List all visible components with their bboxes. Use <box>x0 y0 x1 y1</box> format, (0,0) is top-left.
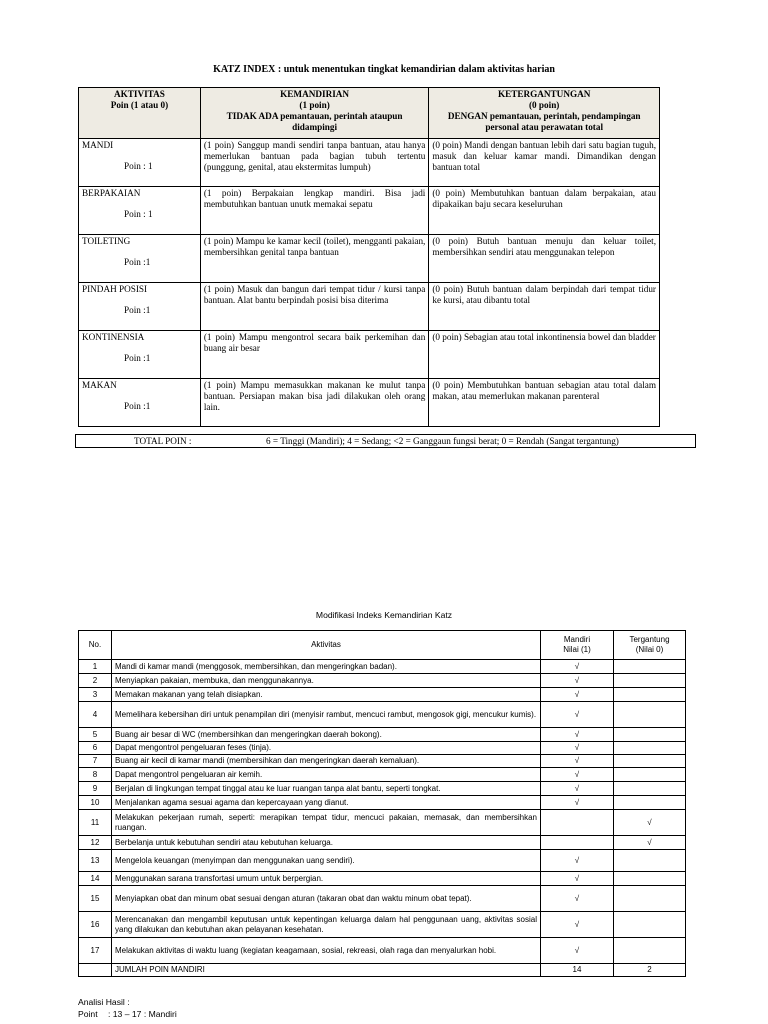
row-number: 1 <box>79 660 112 674</box>
header-independence: KEMANDIRIAN (1 poin) TIDAK ADA pemantauan, perintah ataupun didampingi <box>200 88 429 139</box>
katz-row <box>79 283 660 331</box>
table-row <box>79 850 686 872</box>
total-dependent: 2 <box>614 964 686 977</box>
row-dependent-mark <box>614 886 686 912</box>
katz-title: KATZ INDEX : untuk menentukan tingkat kemandirian dalam aktivitas harian <box>213 64 555 75</box>
row-dependent-mark <box>614 850 686 872</box>
table-row <box>79 796 686 810</box>
katz-index-table <box>78 87 660 427</box>
row-dependent-mark <box>614 796 686 810</box>
row-independent-mark: √ <box>541 782 614 796</box>
row-independent-mark: √ <box>541 850 614 872</box>
row-dependent-mark <box>614 782 686 796</box>
row-activity: Dapat mengontrol pengeluaran air kemih. <box>112 768 541 782</box>
independent-desc: (1 poin) Sanggup mandi sendiri tanpa bantuan, atau hanya memerlukan bantuan pada bagian tubuh tertentu (punggung, genital, atau ekstermitas lumpuh) <box>200 139 429 187</box>
table-row <box>79 836 686 850</box>
row-dependent-mark <box>614 702 686 728</box>
header-dependent: Tergantung (Nilai 0) <box>614 631 686 660</box>
katz-row <box>79 331 660 379</box>
row-number: 16 <box>79 912 112 938</box>
header-independent: Mandiri Nilai (1) <box>541 631 614 660</box>
row-number: 9 <box>79 782 112 796</box>
row-dependent-mark <box>614 938 686 964</box>
row-number: 7 <box>79 755 112 768</box>
row-independent-mark: √ <box>541 688 614 702</box>
row-activity: Buang air kecil di kamar mandi (membersihkan dan mengeringkan daerah kemaluan). <box>112 755 541 768</box>
katz-row <box>79 139 660 187</box>
row-activity: Memelihara kebersihan diri untuk penampilan diri (menyisir rambut, mencuci rambut, mengosok gigi, mencukur kumis). <box>112 702 541 728</box>
row-dependent-mark: √ <box>614 836 686 850</box>
katz-header-row <box>79 88 660 139</box>
row-number: 3 <box>79 688 112 702</box>
dependent-desc: (0 poin) Membutuhkan bantuan sebagian atau total dalam makan, atau memerlukan makanan parenteral <box>429 379 660 427</box>
row-activity: Menggunakan sarana transfortasi umum untuk berpergian. <box>112 872 541 886</box>
row-number: 8 <box>79 768 112 782</box>
row-dependent-mark <box>614 674 686 688</box>
dependent-desc: (0 poin) Butuh bantuan dalam berpindah dari tempat tidur ke kursi, atau dibantu total <box>429 283 660 331</box>
independent-desc: (1 poin) Masuk dan bangun dari tempat tidur / kursi tanpa bantuan. Alat bantu berpindah posisi bisa diterima <box>200 283 429 331</box>
activity-cell: TOILETING Poin :1 <box>79 235 201 283</box>
table-row <box>79 755 686 768</box>
row-number: 2 <box>79 674 112 688</box>
row-independent-mark: √ <box>541 872 614 886</box>
katz-row <box>79 235 660 283</box>
table-row <box>79 938 686 964</box>
row-number: 17 <box>79 938 112 964</box>
row-number: 15 <box>79 886 112 912</box>
row-independent-mark: √ <box>541 796 614 810</box>
activity-cell: BERPAKAIAN Poin : 1 <box>79 187 201 235</box>
activity-cell: KONTINENSIA Poin :1 <box>79 331 201 379</box>
katz-row <box>79 187 660 235</box>
row-independent-mark: √ <box>541 674 614 688</box>
independent-desc: (1 poin) Berpakaian lengkap mandiri. Bisa jadi membutuhkan bantuan unutk memakai sepatu <box>200 187 429 235</box>
row-number: 10 <box>79 796 112 810</box>
row-dependent-mark <box>614 912 686 938</box>
row-independent-mark: √ <box>541 702 614 728</box>
total-label: TOTAL POIN : <box>134 436 192 446</box>
dependent-desc: (0 poin) Mandi dengan bantuan lebih dari satu bagian tuguh, masuk dan keluar kamar mandi. Dimandikan dengan bantuan total <box>429 139 660 187</box>
total-label: JUMLAH POIN MANDIRI <box>112 964 541 977</box>
row-number: 13 <box>79 850 112 872</box>
modified-title: Modifikasi Indeks Kemandirian Katz <box>315 610 453 620</box>
katz-total-row <box>75 434 696 448</box>
row-independent-mark <box>541 836 614 850</box>
row-activity: Menjalankan agama sesuai agama dan kepercayaan yang dianut. <box>112 796 541 810</box>
header-dependence: KETERGANTUNGAN (0 poin) DENGAN pemantauan, perintah, pendampingan personal atau perawatan total <box>429 88 660 139</box>
row-activity: Dapat mengontrol pengeluaran feses (tinja). <box>112 742 541 755</box>
independent-desc: (1 poin) Mampu ke kamar kecil (toilet), mengganti pakaian, membersihkan genital tanpa bantuan <box>200 235 429 283</box>
table-row <box>79 660 686 674</box>
row-number: 4 <box>79 702 112 728</box>
activity-cell: PINDAH POSISI Poin :1 <box>79 283 201 331</box>
modified-table-body <box>79 660 686 964</box>
row-dependent-mark: √ <box>614 810 686 836</box>
row-activity: Melakukan aktivitas di waktu luang (kegiatan keagamaan, sosial, rekreasi, olah raga dan menyalurkan hobi. <box>112 938 541 964</box>
total-independent: 14 <box>541 964 614 977</box>
activity-cell: MAKAN Poin :1 <box>79 379 201 427</box>
row-independent-mark: √ <box>541 755 614 768</box>
row-number: 6 <box>79 742 112 755</box>
analysis-heading: Analisi Hasil : <box>78 997 130 1007</box>
row-independent-mark: √ <box>541 660 614 674</box>
row-dependent-mark <box>614 755 686 768</box>
modified-total-row <box>79 964 686 977</box>
row-number: 14 <box>79 872 112 886</box>
table-row <box>79 728 686 742</box>
row-dependent-mark <box>614 660 686 674</box>
dependent-desc: (0 poin) Butuh bantuan menuju dan keluar toilet, membersihkan sendiri atau menggunakan telepon <box>429 235 660 283</box>
row-independent-mark: √ <box>541 742 614 755</box>
katz-row <box>79 379 660 427</box>
table-row <box>79 782 686 796</box>
row-activity: Memakan makanan yang telah disiapkan. <box>112 688 541 702</box>
row-independent-mark: √ <box>541 886 614 912</box>
row-dependent-mark <box>614 872 686 886</box>
total-legend: 6 = Tinggi (Mandiri); 4 = Sedang; <2 = Ganggaun fungsi berat; 0 = Rendah (Sangat tergantung) <box>266 436 619 446</box>
table-row <box>79 912 686 938</box>
row-activity: Melakukan pekerjaan rumah, seperti: merapikan tempat tidur, mencuci pakaian, memasak, dan membersihkan ruangan. <box>112 810 541 836</box>
row-number: 5 <box>79 728 112 742</box>
row-activity: Menyiapkan obat dan minum obat sesuai dengan aturan (takaran obat dan waktu minum obat tepat). <box>112 886 541 912</box>
row-independent-mark: √ <box>541 938 614 964</box>
header-activity: Aktivitas <box>112 631 541 660</box>
modified-katz-table <box>78 630 686 977</box>
row-activity: Mengelola keuangan (menyimpan dan menggunakan uang sendiri). <box>112 850 541 872</box>
row-activity: Berjalan di lingkungan tempat tinggal atau ke luar ruangan tanpa alat bantu, seperti tongkat. <box>112 782 541 796</box>
table-row <box>79 688 686 702</box>
table-row <box>79 886 686 912</box>
header-no: No. <box>79 631 112 660</box>
table-row <box>79 674 686 688</box>
row-independent-mark: √ <box>541 768 614 782</box>
row-independent-mark: √ <box>541 912 614 938</box>
row-independent-mark <box>541 810 614 836</box>
analysis-section <box>78 996 177 1020</box>
dependent-desc: (0 poin) Sebagian atau total inkontinensia bowel dan bladder <box>429 331 660 379</box>
independent-desc: (1 poin) Mampu memasukkan makanan ke mulut tanpa bantuan. Persiapan makan bisa jadi dilakukan oleh orang lain. <box>200 379 429 427</box>
table-row <box>79 702 686 728</box>
table-row <box>79 742 686 755</box>
table-row <box>79 768 686 782</box>
table-row <box>79 872 686 886</box>
row-dependent-mark <box>614 688 686 702</box>
row-activity: Buang air besar di WC (membersihkan dan mengeringkan daerah bokong). <box>112 728 541 742</box>
modified-header-row <box>79 631 686 660</box>
row-independent-mark: √ <box>541 728 614 742</box>
row-dependent-mark <box>614 768 686 782</box>
row-activity: Mandi di kamar mandi (menggosok, membersihkan, dan mengeringkan badan). <box>112 660 541 674</box>
row-activity: Merencanakan dan mengambil keputusan untuk kepentingan keluarga dalam hal penggunaan uang, aktivitas sosial yang dilakukan dan kebutuhan akan pelayanan kesehatan. <box>112 912 541 938</box>
row-dependent-mark <box>614 728 686 742</box>
row-activity: Berbelanja untuk kebutuhan sendiri atau kebutuhan keluarga. <box>112 836 541 850</box>
activity-cell: MANDI Poin : 1 <box>79 139 201 187</box>
row-number: 11 <box>79 810 112 836</box>
row-activity: Menyiapkan pakaian, membuka, dan menggunakannya. <box>112 674 541 688</box>
analysis-line: Point : 13 – 17 : Mandiri <box>78 1009 177 1019</box>
dependent-desc: (0 poin) Membutuhkan bantuan dalam berpakaian, atau dipakaikan baju secara keseluruhan <box>429 187 660 235</box>
row-dependent-mark <box>614 742 686 755</box>
row-number: 12 <box>79 836 112 850</box>
header-activity: AKTIVITAS Poin (1 atau 0) <box>79 88 201 139</box>
independent-desc: (1 poin) Mampu mengontrol secara baik perkemihan dan buang air besar <box>200 331 429 379</box>
table-row <box>79 810 686 836</box>
